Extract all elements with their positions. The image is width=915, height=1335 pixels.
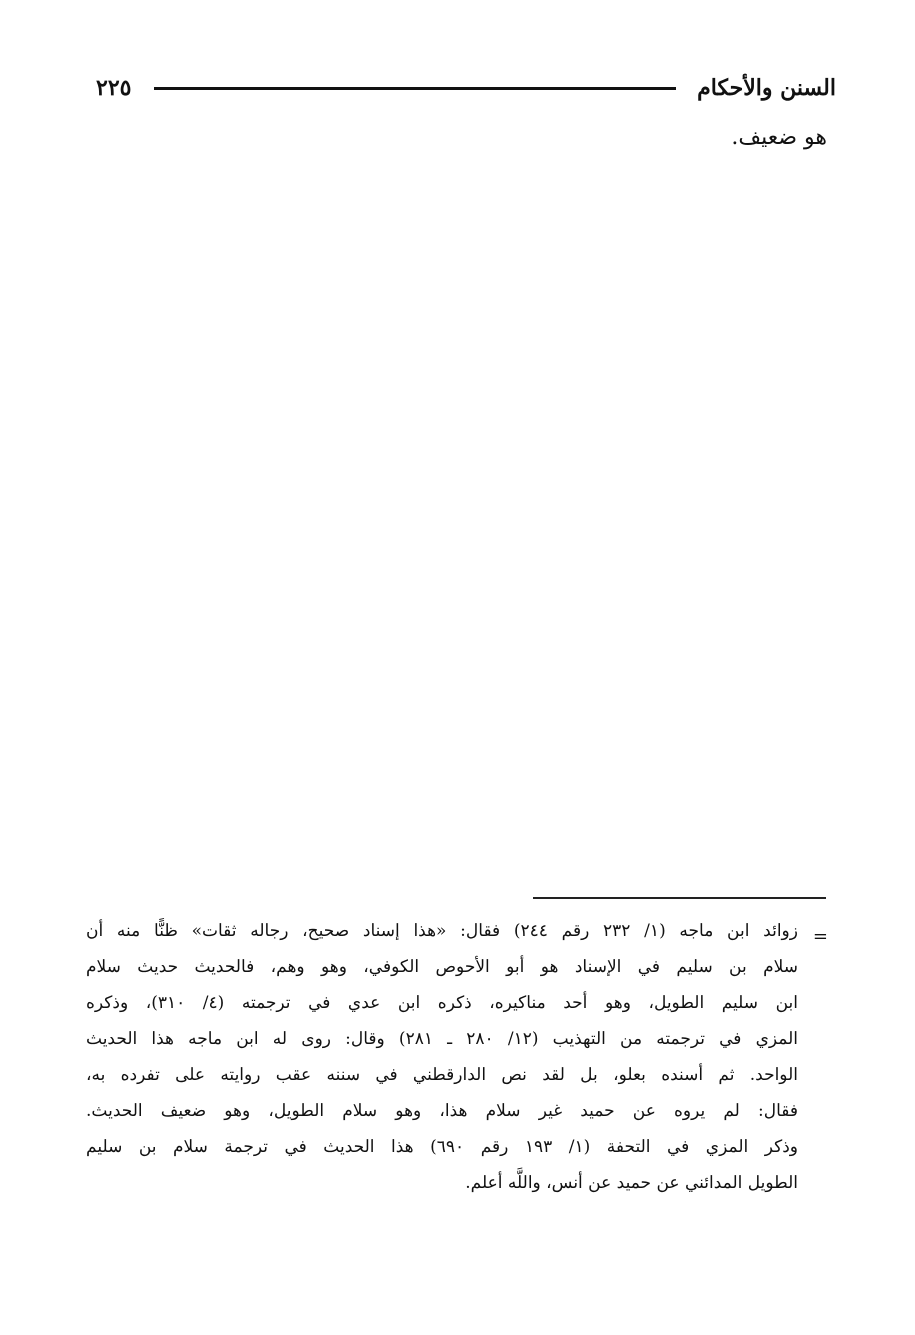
- header-title: السنن والأحكام: [697, 75, 836, 101]
- footnote-line: الواحد. ثم أسنده بعلو، بل لقد نص الدارقطني في سننه عقب روايته على تفرده به،: [86, 1065, 798, 1085]
- footnote-separator: [533, 897, 826, 899]
- footnote-line: زوائد ابن ماجه (١/ ٢٣٢ رقم ٢٤٤) فقال: «هذا إسناد صحيح، رجاله ثقات» ظنًّا منه أن: [86, 921, 798, 941]
- footnote-line: فقال: لم يروه عن حميد غير سلام هذا، وهو سلام الطويل، وهو ضعيف الحديث.: [86, 1101, 798, 1121]
- footnote-line: المزي في ترجمته من التهذيب (١٢/ ٢٨٠ ـ ٢٨١) وقال: روى له ابن ماجه هذا الحديث: [86, 1029, 798, 1049]
- footnote-line: وذكر المزي في التحفة (١/ ١٩٣ رقم ٦٩٠) هذا الحديث في ترجمة سلام بن سليم: [86, 1137, 798, 1157]
- footnote-line: ابن سليم الطويل، وهو أحد مناكيره، ذكره ابن عدي في ترجمته (٤/ ٣١٠)، وذكره: [86, 993, 798, 1013]
- footnote-text: [86, 913, 798, 1201]
- footnote-line: سلام بن سليم في الإسناد هو أبو الأحوص الكوفي، وهو وهم، فالحديث حديث سلام: [86, 957, 798, 977]
- header-rule: [154, 87, 676, 90]
- footnote-line: الطويل المدائني عن حميد عن أنس، واللَّه أعلم.: [465, 1173, 798, 1193]
- running-header: [96, 70, 836, 106]
- footnote-continuation-marker: =: [812, 926, 828, 947]
- page-number: ٢٢٥: [96, 75, 132, 101]
- main-text: هو ضعيف.: [731, 125, 827, 150]
